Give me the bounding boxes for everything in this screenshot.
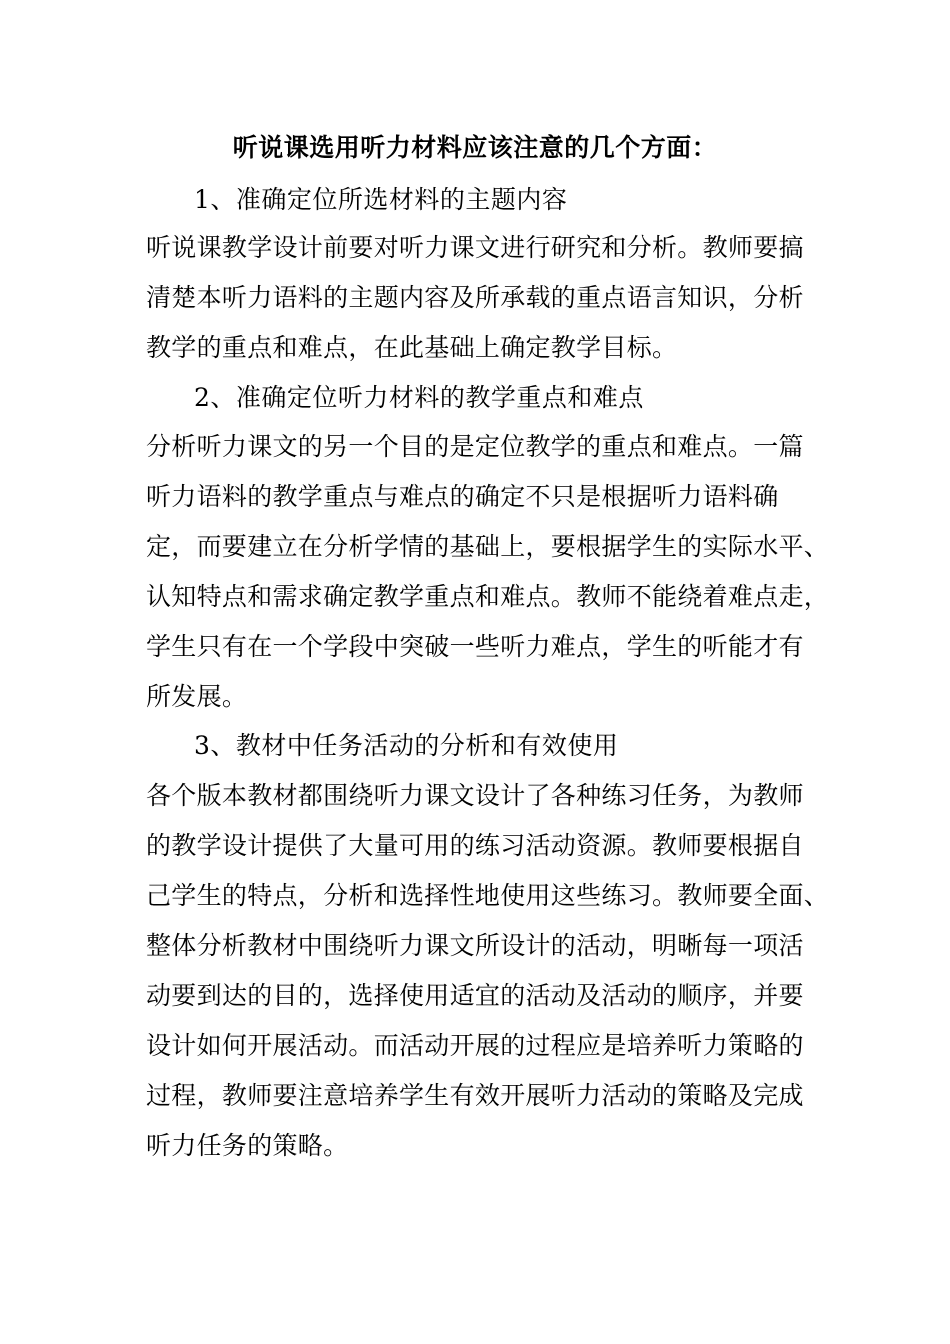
paragraph-line: 听说课教学设计前要对听力课文进行研究和分析。教师要搞	[146, 233, 804, 262]
section-paragraph-3	[146, 771, 830, 1171]
paragraph-line: 认知特点和需求确定教学重点和难点。教师不能绕着难点走，	[146, 582, 830, 611]
paragraph-line: 所发展。	[146, 682, 248, 711]
paragraph-line: 教学的重点和难点，在此基础上确定教学目标。	[146, 333, 678, 362]
section-heading-3: 3、教材中任务活动的分析和有效使用	[194, 731, 619, 760]
paragraph-line: 整体分析教材中围绕听力课文所设计的活动，明晰每一项活	[146, 931, 804, 960]
paragraph-line: 听力语料的教学重点与难点的确定不只是根据听力语料确	[146, 482, 779, 511]
paragraph-line: 学生只有在一个学段中突破一些听力难点，学生的听能才有	[146, 632, 804, 661]
document-title: 听说课选用听力材料应该注意的几个方面：	[232, 133, 718, 162]
paragraph-line: 清楚本听力语料的主题内容及所承载的重点语言知识，分析	[146, 283, 804, 312]
paragraph-line: 过程，教师要注意培养学生有效开展听力活动的策略及完成	[146, 1081, 804, 1110]
paragraph-line: 己学生的特点，分析和选择性地使用这些练习。教师要全面、	[146, 881, 830, 910]
paragraph-line: 各个版本教材都围绕听力课文设计了各种练习任务，为教师	[146, 781, 804, 810]
paragraph-line: 动要到达的目的，选择使用适宜的活动及活动的顺序，并要	[146, 981, 804, 1010]
paragraph-line: 设计如何开展活动。而活动开展的过程应是培养听力策略的	[146, 1031, 804, 1060]
paragraph-line: 定，而要建立在分析学情的基础上，要根据学生的实际水平、	[146, 532, 830, 561]
paragraph-line: 的教学设计提供了大量可用的练习活动资源。教师要根据自	[146, 831, 804, 860]
paragraph-line: 听力任务的策略。	[146, 1131, 349, 1160]
section-paragraph-1	[146, 223, 818, 373]
section-heading-2: 2、准确定位听力材料的教学重点和难点	[194, 383, 644, 412]
section-heading-1: 1、准确定位所选材料的主题内容	[194, 185, 568, 214]
section-paragraph-2	[146, 422, 830, 722]
paragraph-line: 分析听力课文的另一个目的是定位教学的重点和难点。一篇	[146, 432, 804, 461]
